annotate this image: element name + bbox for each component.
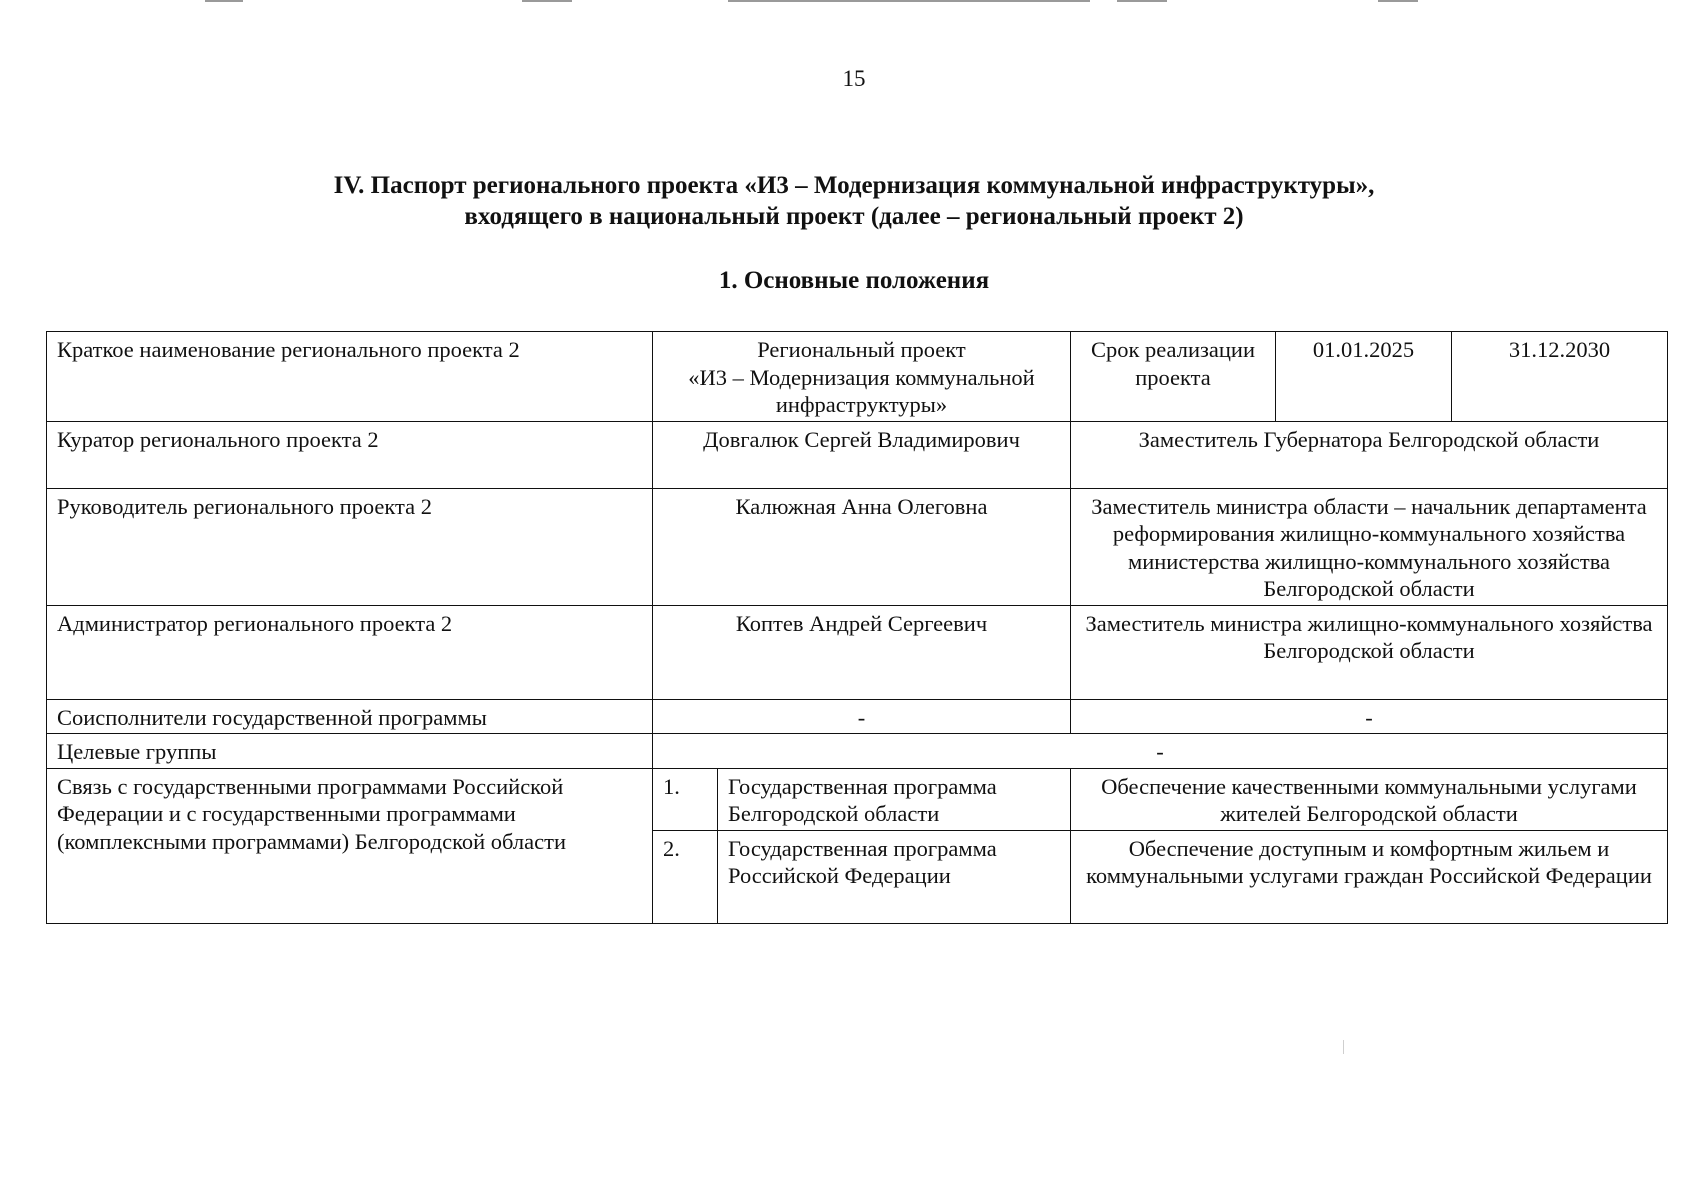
- program-1-name: Государственная программа Белгородской области: [718, 768, 1071, 830]
- short-name-value: [653, 332, 1071, 422]
- title-line-2: входящего в национальный проект (далее – региональный проект 2): [464, 203, 1244, 230]
- row-administrator: [47, 605, 1668, 699]
- scan-edge-line: [1378, 0, 1418, 2]
- co-executors-label: Соисполнители государственной программы: [47, 699, 653, 734]
- scan-artifact: [1343, 1040, 1344, 1054]
- page-number: 15: [842, 66, 866, 91]
- head-position: Заместитель министра области – начальник департамента реформирования жилищно-коммунального хозяйства министерства жилищно-коммунального хозяйства Белгородской области: [1071, 488, 1668, 605]
- short-name-value-line2: «И3 – Модернизация коммунальной инфраструктуры»: [688, 364, 1035, 417]
- row-target-groups: [47, 734, 1668, 769]
- row-program-1: [47, 768, 1668, 830]
- program-2-name: Государственная программа Российской Федерации: [718, 830, 1071, 923]
- scan-edge-line: [522, 0, 572, 2]
- start-date: 01.01.2025: [1276, 332, 1452, 422]
- co-executors-name: -: [653, 699, 1071, 734]
- term-label: Срок реализации проекта: [1071, 332, 1276, 422]
- curator-label: Куратор регионального проекта 2: [47, 421, 653, 488]
- head-name: Калюжная Анна Олеговна: [653, 488, 1071, 605]
- document-title: [0, 170, 1708, 232]
- row-short-name: [47, 332, 1668, 422]
- curator-name: Довгалюк Сергей Владимирович: [653, 421, 1071, 488]
- administrator-name: Коптев Андрей Сергеевич: [653, 605, 1071, 699]
- programs-label: Связь с государственными программами Российской Федерации и с государственными программами (комплексными программами) Белгородской области: [47, 768, 653, 923]
- scan-edge-line: [205, 0, 243, 2]
- target-groups-label: Целевые группы: [47, 734, 653, 769]
- program-1-goal: Обеспечение качественными коммунальными услугами жителей Белгородской области: [1071, 768, 1668, 830]
- curator-position: Заместитель Губернатора Белгородской области: [1071, 421, 1668, 488]
- program-2-goal: Обеспечение доступным и комфортным жильем и коммунальными услугами граждан Российской Федерации: [1071, 830, 1668, 923]
- administrator-position: Заместитель министра жилищно-коммунального хозяйства Белгородской области: [1071, 605, 1668, 699]
- target-groups-value: -: [653, 734, 1668, 769]
- co-executors-position: -: [1071, 699, 1668, 734]
- scan-edge-line: [728, 0, 1090, 2]
- row-head: [47, 488, 1668, 605]
- administrator-label: Администратор регионального проекта 2: [47, 605, 653, 699]
- short-name-label: Краткое наименование регионального проекта 2: [47, 332, 653, 422]
- row-curator: [47, 421, 1668, 488]
- row-co-executors: [47, 699, 1668, 734]
- section-title: 1. Основные положения: [718, 267, 990, 294]
- title-line-1: IV. Паспорт регионального проекта «И3 – Модернизация коммунальной инфраструктуры»,: [333, 172, 1375, 199]
- end-date: 31.12.2030: [1452, 332, 1668, 422]
- short-name-value-line1: Региональный проект: [757, 337, 966, 362]
- head-label: Руководитель регионального проекта 2: [47, 488, 653, 605]
- scan-edge-line: [1117, 0, 1167, 2]
- program-2-number: 2.: [653, 830, 718, 923]
- project-passport-table: [46, 331, 1668, 924]
- program-1-number: 1.: [653, 768, 718, 830]
